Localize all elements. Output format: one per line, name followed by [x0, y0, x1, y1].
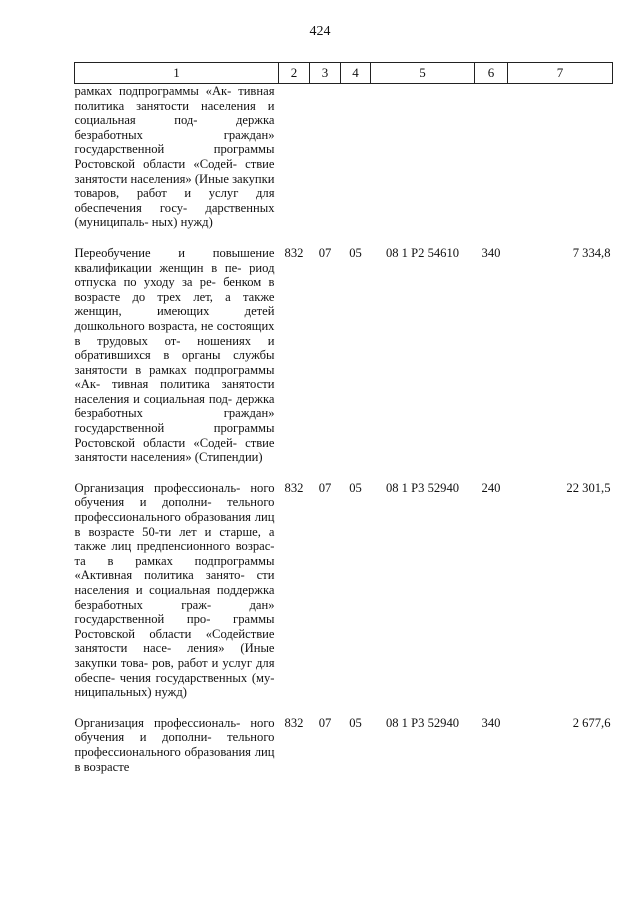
row-subsection-code: 05	[349, 245, 362, 260]
description-line: дан» государственной про-	[74, 597, 275, 627]
header-col-3: 3	[310, 63, 341, 84]
header-row	[75, 63, 613, 84]
row-ministry-code: 832	[284, 715, 304, 730]
description-line: квалификации женщин в пе-	[74, 260, 242, 275]
description-line: а также женщин, имеющих	[74, 289, 275, 319]
description-line: государственной программы	[74, 421, 275, 436]
row-expense-type	[475, 84, 508, 246]
row-description	[75, 481, 279, 716]
row-section-code: 07	[318, 480, 332, 495]
row-amount: 7 334,8	[572, 245, 611, 260]
header-col-5: 5	[371, 63, 475, 84]
row-expense-type: 340	[481, 715, 501, 730]
description-line: образования лиц в возрасте	[74, 510, 275, 539]
description-line: лиц предпенсионного возрас-	[111, 539, 275, 554]
page-number: 424	[309, 24, 331, 39]
table-row	[75, 84, 613, 246]
header-col-6: 6	[475, 63, 508, 84]
table-row	[75, 481, 613, 716]
row-description	[75, 246, 279, 481]
description-line: органы службы занятости в	[74, 348, 275, 377]
description-line: тельного профессионального	[74, 730, 275, 759]
description-line: «Активная политика занято-	[74, 568, 245, 583]
description-line: сти населения и социальная	[74, 568, 275, 597]
description-line: рамках подпрограммы «Ак-	[74, 362, 275, 392]
description-line: детей дошкольного возраста,	[74, 304, 275, 333]
description-line: чения государственных (му-	[119, 670, 275, 685]
description-line: ношениях и обратившихся в	[74, 333, 275, 363]
header-col-4: 4	[341, 63, 371, 84]
description-line: рамках подпрограммы «Ак-	[74, 84, 232, 98]
description-line: (Стипендии)	[194, 450, 263, 465]
header-col-1: 1	[75, 63, 279, 84]
header-col-2: 2	[279, 63, 310, 84]
row-section-code: 07	[318, 715, 332, 730]
row-amount: 22 301,5	[566, 480, 611, 495]
description-line: ного обучения и дополни-	[74, 480, 275, 510]
description-line: дарственных (муниципаль-	[74, 200, 275, 230]
description-line: населения и социальная под-	[74, 98, 275, 128]
row-expense-type: 340	[481, 245, 501, 260]
description-line: 50-ти лет и старше, а также	[74, 524, 275, 554]
description-line: поддержка безработных граж-	[74, 583, 275, 612]
row-section-code	[310, 84, 341, 246]
description-line: ных) нужд)	[151, 215, 213, 230]
budget-table	[74, 62, 613, 774]
description-line: государственной программы	[74, 142, 275, 157]
table-row	[75, 716, 613, 774]
description-line: ного обучения и дополни-	[74, 715, 275, 745]
description-line: ствие занятости населения»	[74, 156, 275, 186]
description-line: бенком в возрасте до трех лет,	[74, 275, 275, 304]
description-line: (Иные закупки товаров, работ	[74, 171, 275, 201]
row-target-article: 08 1 P3 52940	[385, 715, 460, 730]
row-target-article: 08 1 P3 52940	[385, 480, 460, 495]
description-line: риод отпуска по уходу за ре-	[74, 260, 275, 290]
row-expense-type: 240	[481, 480, 501, 495]
row-ministry-code: 832	[284, 480, 304, 495]
description-line: тельного профессионального	[74, 495, 275, 525]
row-description	[75, 84, 279, 246]
description-line: Переобучение и повышение	[74, 245, 275, 260]
row-ministry-code	[279, 84, 310, 246]
row-amount: 2 677,6	[572, 715, 611, 730]
row-description	[75, 716, 279, 774]
row-amount	[508, 84, 613, 246]
row-subsection-code: 05	[349, 480, 362, 495]
row-target-article	[371, 84, 475, 246]
description-line: «Содействие занятости насе-	[74, 626, 275, 656]
row-ministry-code: 832	[284, 245, 304, 260]
header-col-7: 7	[508, 63, 613, 84]
description-line: ров, работ и услуг для обеспе-	[74, 655, 275, 685]
description-line: граммы Ростовской области	[74, 612, 275, 641]
row-target-article: 08 1 P2 54610	[385, 245, 460, 260]
description-line: и услуг для обеспечения госу-	[74, 186, 275, 215]
description-line: Организация профессиональ-	[74, 715, 241, 730]
description-line: образования лиц в возрасте	[74, 744, 275, 774]
description-line: та в рамках подпрограммы	[74, 553, 275, 568]
description-line: Ростовской области «Содей-	[74, 435, 237, 450]
description-line: не состоящих в трудовых от-	[74, 318, 275, 348]
description-line: населения и социальная под-	[74, 391, 233, 406]
description-line: держка безработных граждан»	[74, 391, 275, 421]
description-line: ствие занятости населения»	[74, 435, 275, 465]
description-line: Организация профессиональ-	[74, 480, 241, 495]
description-line: держка безработных граждан»	[74, 113, 275, 142]
description-line: тивная политика занятости	[112, 377, 275, 392]
row-section-code: 07	[318, 245, 332, 260]
row-subsection-code	[341, 84, 371, 246]
row-subsection-code: 05	[349, 715, 362, 730]
description-line: тивная политика занятости	[74, 84, 275, 113]
table-header	[75, 63, 613, 84]
table-body	[75, 84, 613, 775]
description-line: ления» (Иные закупки това-	[74, 641, 275, 670]
description-line: Ростовской области «Содей-	[74, 156, 237, 171]
table-row	[75, 246, 613, 481]
description-line: ниципальных) нужд)	[74, 685, 187, 700]
